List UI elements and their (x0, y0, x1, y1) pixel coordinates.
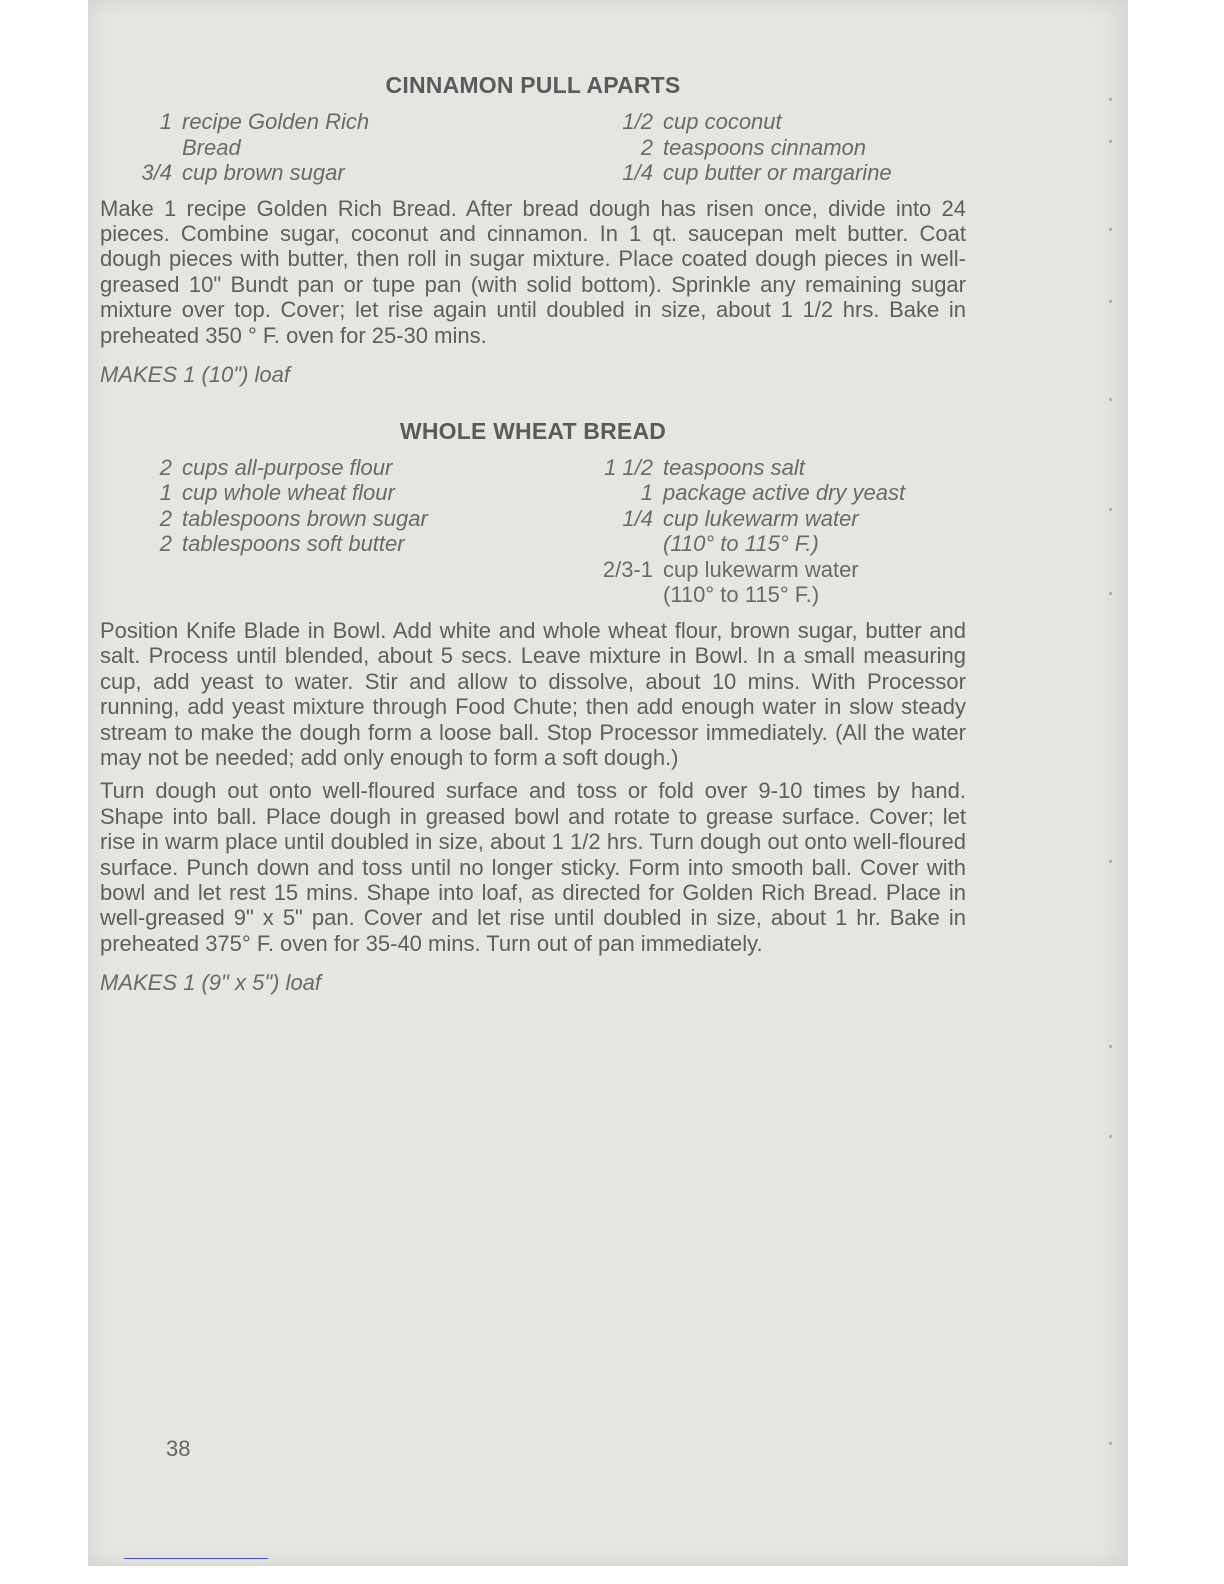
ingredient-column-right (533, 455, 966, 608)
ingredient-qty: 1/4 (622, 160, 653, 185)
ingredient-item (100, 531, 533, 557)
ingredient-item (533, 480, 966, 506)
page-edge-marks (1098, 0, 1118, 1566)
ingredient-qty: 2 (159, 531, 172, 557)
ingredient-list (100, 455, 966, 608)
ingredient-text: cup lukewarm water (110° to 115° F.) (663, 505, 859, 557)
ingredient-qty: 3/4 (141, 160, 172, 185)
ingredient-qty: 2 (159, 454, 172, 480)
ingredient-column-left (100, 109, 533, 186)
ingredient-text: package active dry yeast (663, 480, 906, 506)
recipe-yield: MAKES 1 (9" x 5") loaf (100, 970, 322, 996)
ingredient-item (100, 109, 410, 160)
ingredient-qty: 1 (159, 480, 172, 506)
ingredient-text: tablespoons brown sugar (182, 505, 428, 531)
ingredient-item (100, 480, 533, 506)
ingredient-qty: 1 (640, 480, 653, 506)
recipe-cinnamon-pull-aparts (100, 72, 966, 388)
ingredient-item (533, 455, 966, 481)
ingredient-column-left (100, 455, 533, 608)
ingredient-qty: 1/2 (622, 109, 653, 134)
ingredient-qty: 2 (159, 505, 172, 531)
ingredient-item (533, 506, 966, 557)
ingredient-qty: 1 1/2 (604, 454, 653, 480)
ingredient-text: cup brown sugar (182, 160, 345, 185)
ingredient-qty: 2 (640, 134, 653, 160)
ingredient-item (533, 160, 966, 186)
ingredient-qty: 1/4 (622, 505, 653, 531)
ingredient-text: teaspoons salt (663, 454, 805, 480)
ingredient-item (533, 109, 966, 135)
ingredient-column-right (533, 109, 966, 186)
ingredient-item (100, 455, 533, 481)
ingredient-text: cup lukewarm water (110° to 115° F.) (663, 556, 859, 608)
recipe-title: CINNAMON PULL APARTS (385, 72, 681, 98)
link-underline-mark (124, 1558, 268, 1559)
ingredient-qty: 2/3-1 (602, 556, 653, 582)
page-number: 38 (166, 1436, 191, 1461)
page-content (100, 72, 966, 1026)
ingredient-text: cups all-purpose flour (182, 454, 393, 480)
ingredient-item (533, 135, 966, 161)
ingredient-text: recipe Golden Rich Bread (182, 109, 370, 160)
ingredient-item (533, 557, 966, 608)
ingredient-list (100, 109, 966, 186)
ingredient-item (100, 506, 533, 532)
ingredient-text: cup coconut (663, 109, 782, 134)
ingredient-text: cup butter or margarine (663, 160, 892, 185)
ingredient-text: cup whole wheat flour (182, 480, 395, 506)
ingredient-item (100, 160, 533, 186)
instructions-paragraph: Turn dough out onto well-floured surface and toss or fold over 9-10 times by hand. Shape into ball. Place dough in greased bowl and rotate to grease surface. Cover; let rise in warm place until doubled in size, about 1 1/2 hrs. Turn dough out onto well-floured surface. Punch down and toss until no longer sticky. Form into smooth ball. Cover with bowl and let rest 15 mins. Shape into loaf, as directed for Golden Rich Bread. Place in well-greased 9" x 5" pan. Cover and let rise until doubled in size, about 1 hr. Bake in preheated 375° F. oven for 35-40 mins. Turn out of pan immediately. (100, 778, 966, 956)
recipe-yield: MAKES 1 (10") loaf (100, 361, 290, 387)
ingredient-qty: 1 (159, 109, 172, 134)
ingredient-text: teaspoons cinnamon (663, 134, 867, 160)
recipe-whole-wheat-bread (100, 418, 966, 996)
instructions-paragraph: Make 1 recipe Golden Rich Bread. After bread dough has risen once, divide into 24 pieces. Combine sugar, coconut and cinnamon. In 1 qt. saucepan melt butter. Coat dough pieces with butter, then roll in sugar mixture. Place coated dough pieces in well-greased 10" Bundt pan or tupe pan (with solid bottom). Sprinkle any remaining sugar mixture over top. Cover; let rise again until doubled in size, about 1 1/2 hrs. Bake in preheated 350 ° F. oven for 25-30 mins. (100, 195, 966, 348)
instructions-paragraph: Position Knife Blade in Bowl. Add white and whole wheat flour, brown sugar, butter and salt. Process until blended, about 5 secs. Leave mixture in Bowl. In a small measuring cup, add yeast to water. Stir and allow to dissolve, about 10 mins. With Processor running, add yeast mixture through Food Chute; then add enough water in slow steady stream to make the dough form a loose ball. Stop Processor immediately. (All the water may not be needed; add only enough to form a soft dough.) (100, 617, 966, 770)
recipe-title: WHOLE WHEAT BREAD (399, 417, 667, 444)
ingredient-text: tablespoons soft butter (182, 531, 405, 557)
